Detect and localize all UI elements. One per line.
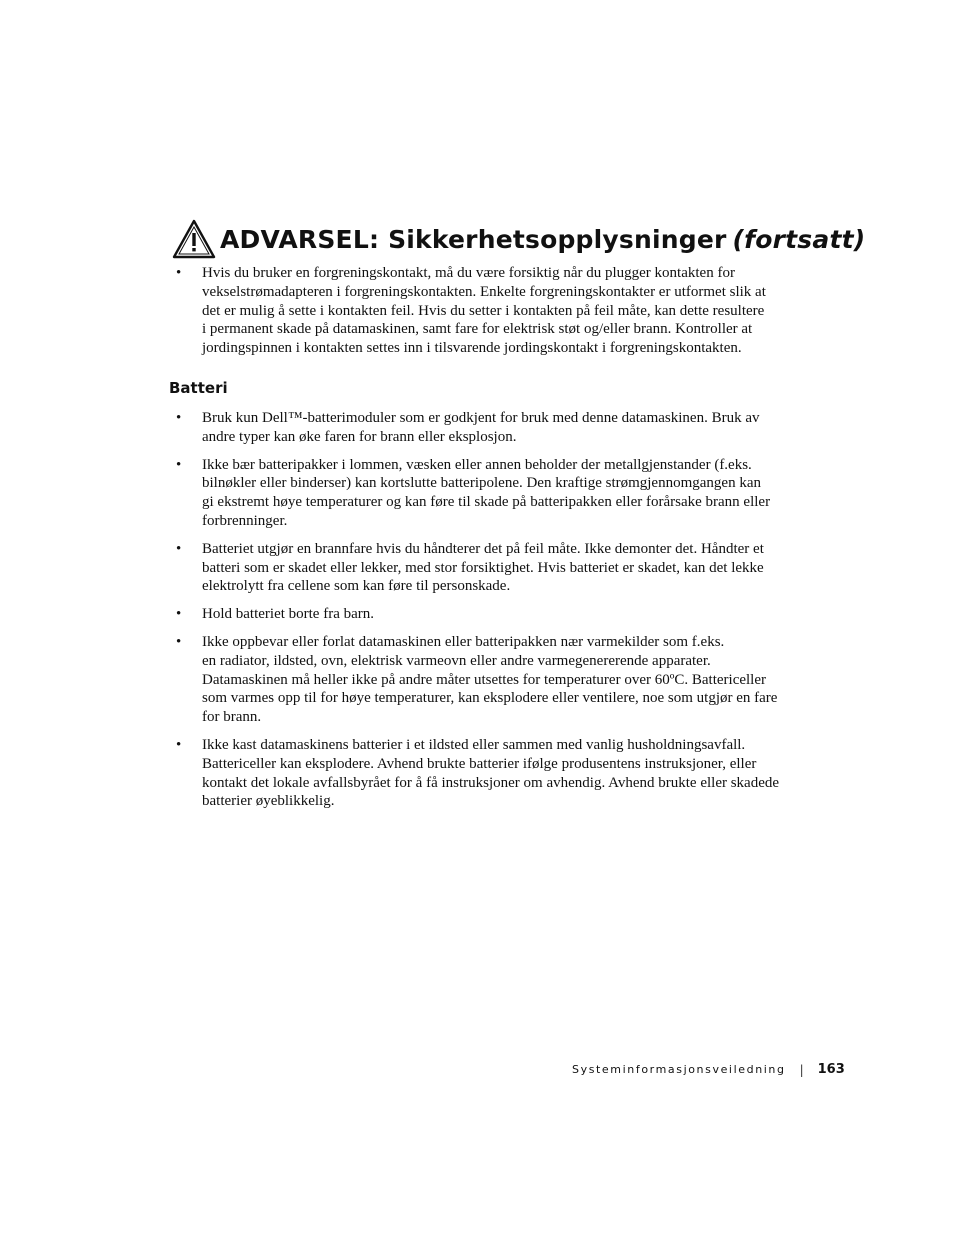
bullet-text-line: elektrolytt fra cellene som kan føre til personskade.: [202, 578, 511, 595]
bullet-item: [176, 409, 824, 447]
bullet-text-line: andre typer kan øke faren for brann eller eksplosjon.: [202, 428, 517, 445]
bullet-text-line: vekselstrømadapteren i forgreningskontakten. Enkelte forgreningskontakter er utformet slik at: [202, 283, 766, 300]
bullet-text-line: Ikke oppbevar eller forlat datamaskinen eller batteripakken nær varmekilder som f.eks.: [202, 633, 725, 650]
bullet-text-line: Battericeller kan eksplodere. Avhend brukte batterier ifølge produsentens instruksjoner, eller: [202, 755, 757, 772]
bullet-text-line: som varmes opp til for høye temperaturer, kan eksplodere eller ventilere, noe som utgjør en fare: [202, 690, 778, 707]
bullet-text-line: kontakt det lokale avfallsbyrået for å få instruksjoner om avhendig. Avhend brukte eller skadede: [202, 774, 780, 791]
page-title-suffix: (fortsatt): [732, 224, 866, 254]
bullet-text-line: Hold batteriet borte fra barn.: [202, 606, 375, 623]
page-title-main: ADVARSEL: Sikkerhetsopplysninger: [220, 224, 727, 254]
section-heading-batteri: Batteri: [169, 379, 228, 397]
bullet-text-line: jordingspinnen i kontakten settes inn i tilsvarende jordingskontakt i forgreningskontakten.: [202, 340, 742, 357]
bullet-text-line: gi ekstremt høye temperaturer og kan føre til skade på batteripakken eller forårsake brann eller: [202, 494, 771, 511]
page-heading: [172, 217, 872, 261]
bullet-item: [176, 633, 824, 727]
bullet-icon: •: [176, 410, 182, 426]
bullet-text-line: i permanent skade på datamaskinen, samt fare for elektrisk støt og/eller brann. Kontroller at: [202, 321, 753, 338]
battery-bullet-list: [176, 409, 824, 820]
page-footer: [572, 1062, 845, 1077]
bullet-icon: •: [176, 633, 182, 650]
bullet-text-line: bilnøkler eller binderser) kan kortslutte batteripolene. Den kraftige strømgjennomgangen kan: [202, 475, 761, 492]
bullet-item: [176, 456, 824, 531]
page-number: 163: [817, 1062, 845, 1077]
footer-guide-name: Systeminformasjonsveiledning: [572, 1063, 786, 1076]
bullet-icon: •: [176, 540, 182, 557]
bullet-text-line: batterier øyeblikkelig.: [202, 793, 335, 810]
bullet-text-line: en radiator, ildsted, ovn, elektrisk varmeovn eller andre varmegenererende apparater.: [202, 652, 711, 669]
bullet-text-line: batteri som er skadet eller lekker, med stor forsiktighet. Hvis batteriet er skadet, kan det lekke: [202, 559, 764, 576]
bullet-icon: •: [176, 606, 182, 623]
bullet-item: [176, 736, 824, 811]
page-title: [220, 225, 865, 254]
bullet-text-line: Ikke bær batteripakker i lommen, væsken eller annen beholder der metallgjenstander (f.eks.: [202, 456, 752, 473]
bullet-item: [176, 540, 824, 596]
bullet-icon: •: [176, 456, 182, 473]
bullet-text-line: Ikke kast datamaskinens batterier i et ildsted eller sammen med vanlig husholdningsavfall.: [202, 736, 746, 753]
intro-bullet-list: [176, 264, 824, 367]
bullet-text-line: Datamaskinen må heller ikke på andre måter utsettes for temperaturer over 60ºC. Battericeller: [202, 671, 766, 688]
bullet-text-line: det er mulig å sette i kontakten feil. Hvis du setter i kontakten på feil måte, kan dette resultere: [202, 302, 765, 319]
bullet-icon: •: [176, 736, 182, 753]
warning-triangle-icon: [172, 219, 216, 259]
bullet-text-line: Hvis du bruker en forgreningskontakt, må du være forsiktig når du plugger kontakten for: [202, 265, 735, 281]
footer-separator: |: [799, 1062, 804, 1077]
bullet-item: [176, 264, 824, 358]
bullet-text-line: Batteriet utgjør en brannfare hvis du håndterer det på feil måte. Ikke demonter det. Håndter et: [202, 540, 764, 557]
bullet-icon: •: [176, 265, 182, 281]
bullet-item: [176, 605, 824, 624]
bullet-text-line: Bruk kun Dell™-batterimoduler som er godkjent for bruk med denne datamaskinen. Bruk av: [202, 410, 760, 426]
bullet-text-line: forbrenninger.: [202, 512, 288, 529]
bullet-text-line: for brann.: [202, 709, 262, 726]
